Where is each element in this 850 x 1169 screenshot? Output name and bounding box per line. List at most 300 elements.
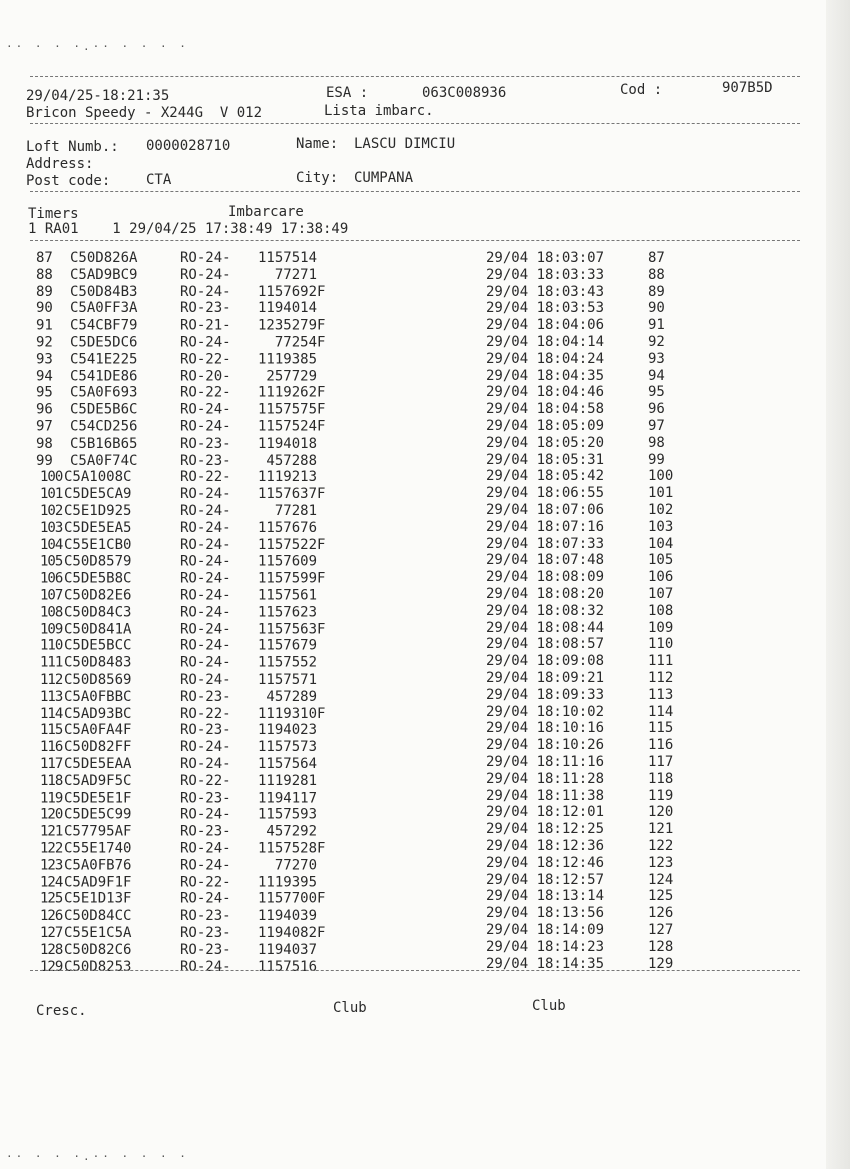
ring-code: C50D841A bbox=[64, 621, 132, 638]
row-index: 121 bbox=[40, 823, 63, 840]
row-index: 90 bbox=[36, 300, 53, 317]
basket-time: 29/04 18:14:09 bbox=[486, 922, 605, 938]
basket-time: 29/04 18:07:33 bbox=[486, 535, 605, 552]
country-code: RO-24- bbox=[180, 519, 231, 536]
ring-number: 257729 bbox=[258, 368, 318, 385]
row-index: 112 bbox=[40, 671, 63, 688]
ring-number: 1157563F bbox=[258, 621, 326, 638]
list-row bbox=[0, 854, 850, 874]
row-index: 96 bbox=[36, 401, 53, 418]
order-number: 91 bbox=[648, 317, 665, 334]
row-index: 93 bbox=[36, 351, 53, 368]
row-index: 108 bbox=[40, 604, 63, 621]
country-code: RO-23- bbox=[180, 688, 231, 705]
ring-number: 1194117 bbox=[258, 789, 318, 806]
ring-number: 77271 bbox=[258, 266, 318, 283]
country-code: RO-21- bbox=[180, 317, 231, 334]
row-index: 113 bbox=[40, 688, 63, 705]
order-number: 89 bbox=[648, 283, 665, 300]
row-index: 110 bbox=[40, 638, 63, 655]
order-number: 104 bbox=[648, 535, 674, 552]
country-code: RO-22- bbox=[180, 773, 231, 790]
country-code: RO-24- bbox=[180, 334, 231, 351]
list-row bbox=[0, 938, 850, 958]
row-index: 115 bbox=[40, 722, 63, 739]
basket-time: 29/04 18:08:32 bbox=[486, 602, 605, 619]
ring-code: C5DE5B6C bbox=[70, 401, 138, 418]
basket-time: 29/04 18:14:23 bbox=[486, 938, 605, 955]
row-index: 88 bbox=[36, 266, 53, 283]
list-row bbox=[0, 687, 850, 703]
basket-time: 29/04 18:04:35 bbox=[486, 367, 605, 384]
ring-code: C57795AF bbox=[64, 823, 132, 840]
basket-time: 29/04 18:08:57 bbox=[486, 636, 605, 653]
ring-number: 1119281 bbox=[258, 773, 318, 790]
ring-number: 1157599F bbox=[258, 570, 326, 587]
basket-time: 29/04 18:13:14 bbox=[486, 888, 605, 905]
country-code: RO-23- bbox=[180, 823, 231, 840]
row-index: 129 bbox=[40, 958, 63, 975]
country-code: RO-22- bbox=[180, 351, 231, 368]
basket-time: 29/04 18:04:14 bbox=[486, 334, 605, 350]
list-row bbox=[0, 704, 850, 720]
list-row bbox=[0, 384, 850, 400]
separator-3 bbox=[30, 191, 800, 192]
row-index: 102 bbox=[40, 503, 63, 520]
order-number: 100 bbox=[648, 468, 674, 485]
ring-number: 1157637F bbox=[258, 486, 326, 503]
scan-mark-bottom: ·· · · ·.·· · · · · bbox=[6, 1150, 189, 1163]
row-index: 109 bbox=[40, 621, 63, 638]
list-row bbox=[0, 267, 850, 283]
order-number: 115 bbox=[648, 720, 674, 737]
basket-time: 29/04 18:03:07 bbox=[486, 250, 605, 266]
order-number: 97 bbox=[648, 418, 665, 434]
basket-time: 29/04 18:13:56 bbox=[486, 905, 605, 922]
country-code: RO-24- bbox=[180, 840, 231, 857]
ring-code: C5E1D925 bbox=[64, 503, 132, 520]
basket-time: 29/04 18:12:46 bbox=[486, 854, 605, 871]
ring-code: C54CD256 bbox=[70, 418, 138, 435]
ring-number: 1194014 bbox=[258, 300, 318, 317]
ring-number: 1119385 bbox=[258, 351, 318, 368]
country-code: RO-24- bbox=[180, 250, 231, 266]
basket-time: 29/04 18:12:36 bbox=[486, 838, 605, 854]
basket-time: 29/04 18:09:21 bbox=[486, 670, 605, 686]
list-row bbox=[0, 720, 850, 739]
row-index: 95 bbox=[36, 384, 53, 401]
cod-value: 907B5D bbox=[722, 80, 773, 96]
basket-time: 29/04 18:09:08 bbox=[486, 653, 605, 670]
country-code: RO-20- bbox=[180, 368, 231, 385]
country-code: RO-24- bbox=[180, 587, 231, 604]
list-row bbox=[0, 317, 850, 333]
basket-time: 29/04 18:04:58 bbox=[486, 401, 605, 418]
timer-line: 1 RA01 1 29/04/25 17:38:49 17:38:49 bbox=[28, 221, 349, 237]
ring-code: C54CBF79 bbox=[70, 317, 138, 334]
esa-label: ESA : bbox=[326, 85, 369, 101]
basket-time: 29/04 18:10:02 bbox=[486, 703, 605, 720]
basket-time: 29/04 18:08:09 bbox=[486, 569, 605, 586]
ring-code: C50D8253 bbox=[64, 958, 132, 975]
order-number: 90 bbox=[648, 300, 665, 317]
country-code: RO-23- bbox=[180, 435, 231, 452]
basket-time: 29/04 18:06:55 bbox=[486, 485, 605, 502]
list-row bbox=[0, 284, 850, 300]
list-row bbox=[0, 754, 850, 773]
ring-code: C5DE5E1F bbox=[64, 789, 132, 806]
ring-code: C5DE5DC6 bbox=[70, 334, 138, 351]
list-row bbox=[0, 838, 850, 857]
order-number: 126 bbox=[648, 905, 674, 922]
ring-code: C50D8483 bbox=[64, 654, 132, 671]
ring-code: C5DE5B8C bbox=[64, 570, 132, 587]
ring-code: C5A0FF3A bbox=[70, 300, 138, 317]
row-index: 92 bbox=[36, 334, 53, 351]
separator-2 bbox=[30, 123, 800, 124]
basket-time: 29/04 18:11:16 bbox=[486, 754, 605, 770]
order-number: 116 bbox=[648, 737, 674, 754]
basket-time: 29/04 18:05:20 bbox=[486, 434, 605, 451]
basket-time: 29/04 18:10:16 bbox=[486, 720, 605, 737]
country-code: RO-24- bbox=[180, 503, 231, 520]
ring-code: C50D82FF bbox=[64, 739, 132, 756]
ring-number: 1157561 bbox=[258, 587, 318, 604]
order-number: 88 bbox=[648, 266, 665, 283]
list-row bbox=[0, 670, 850, 686]
row-index: 127 bbox=[40, 924, 63, 941]
row-index: 107 bbox=[40, 587, 63, 604]
ring-code: C50D8569 bbox=[64, 671, 132, 688]
order-number: 108 bbox=[648, 602, 674, 619]
ring-code: C50D84B3 bbox=[70, 283, 138, 300]
country-code: RO-24- bbox=[180, 486, 231, 503]
address-label: Address: bbox=[26, 156, 94, 172]
row-index: 118 bbox=[40, 773, 63, 790]
list-row bbox=[0, 821, 850, 840]
country-code: RO-23- bbox=[180, 722, 231, 739]
ring-number: 77281 bbox=[258, 503, 318, 520]
order-number: 117 bbox=[648, 754, 674, 770]
row-index: 117 bbox=[40, 756, 63, 773]
row-index: 116 bbox=[40, 739, 63, 756]
row-index: 120 bbox=[40, 806, 63, 823]
country-code: RO-24- bbox=[180, 621, 231, 638]
row-index: 124 bbox=[40, 874, 63, 891]
ring-code: C55E1740 bbox=[64, 840, 132, 857]
country-code: RO-24- bbox=[180, 553, 231, 570]
order-number: 124 bbox=[648, 871, 674, 888]
basket-time: 29/04 18:03:53 bbox=[486, 300, 605, 317]
list-title: Lista imbarc. bbox=[324, 103, 434, 119]
ring-code: C5DE5EA5 bbox=[64, 519, 132, 536]
device-name: Bricon Speedy - X244G V 012 bbox=[26, 105, 263, 121]
country-code: RO-24- bbox=[180, 401, 231, 418]
basket-time: 29/04 18:08:44 bbox=[486, 619, 605, 636]
order-number: 112 bbox=[648, 670, 674, 686]
list-row bbox=[0, 552, 850, 568]
ring-code: C5DE5EAA bbox=[64, 756, 132, 773]
loft-value: 0000028710 bbox=[146, 138, 231, 154]
ring-number: 1157593 bbox=[258, 806, 318, 823]
order-number: 103 bbox=[648, 518, 674, 535]
basket-time: 29/04 18:05:09 bbox=[486, 418, 605, 434]
row-index: 103 bbox=[40, 519, 63, 536]
postcode-value: CTA bbox=[146, 172, 172, 188]
ring-code: C5DE5CA9 bbox=[64, 486, 132, 503]
list-row bbox=[0, 468, 850, 484]
order-number: 98 bbox=[648, 434, 665, 451]
order-number: 94 bbox=[648, 367, 665, 384]
city-label: City: bbox=[296, 170, 339, 186]
country-code: RO-23- bbox=[180, 924, 231, 941]
order-number: 110 bbox=[648, 636, 674, 653]
report-datetime: 29/04/25-18:21:35 bbox=[26, 88, 170, 104]
list-row bbox=[0, 334, 850, 350]
ring-number: 1157573 bbox=[258, 739, 318, 756]
basket-time: 29/04 18:05:31 bbox=[486, 451, 605, 468]
ring-code: C5AD93BC bbox=[64, 705, 132, 722]
basket-time: 29/04 18:09:33 bbox=[486, 686, 605, 703]
row-index: 128 bbox=[40, 941, 63, 958]
row-index: 89 bbox=[36, 283, 53, 300]
order-number: 93 bbox=[648, 350, 665, 367]
list-row bbox=[0, 586, 850, 602]
ring-number: 1119213 bbox=[258, 469, 318, 486]
ring-number: 457288 bbox=[258, 452, 318, 469]
ring-number: 1119395 bbox=[258, 874, 318, 891]
country-code: RO-24- bbox=[180, 654, 231, 671]
order-number: 92 bbox=[648, 334, 665, 350]
ring-number: 1157623 bbox=[258, 604, 318, 621]
order-number: 125 bbox=[648, 888, 674, 905]
ring-number: 1157609 bbox=[258, 553, 318, 570]
basket-time: 29/04 18:11:28 bbox=[486, 770, 605, 787]
name-label: Name: bbox=[296, 136, 339, 152]
basket-time: 29/04 18:08:20 bbox=[486, 586, 605, 602]
name-value: LASCU DIMCIU bbox=[354, 136, 456, 152]
list-row bbox=[0, 368, 850, 384]
cresc-label: Cresc. bbox=[36, 1003, 87, 1019]
loft-label: Loft Numb.: bbox=[26, 139, 119, 155]
order-number: 118 bbox=[648, 770, 674, 787]
ring-number: 1157679 bbox=[258, 638, 318, 655]
list-row bbox=[0, 636, 850, 655]
country-code: RO-24- bbox=[180, 418, 231, 435]
country-code: RO-24- bbox=[180, 266, 231, 283]
ring-number: 1194082F bbox=[258, 924, 326, 941]
ring-number: 1157676 bbox=[258, 519, 318, 536]
ring-code: C5A0FB76 bbox=[64, 857, 132, 874]
separator-5 bbox=[30, 970, 800, 971]
country-code: RO-23- bbox=[180, 300, 231, 317]
order-number: 109 bbox=[648, 619, 674, 636]
row-index: 91 bbox=[36, 317, 53, 334]
list-row bbox=[0, 770, 850, 790]
row-index: 122 bbox=[40, 840, 63, 857]
ring-code: C50D82E6 bbox=[64, 587, 132, 604]
ring-code: C5A0F693 bbox=[70, 384, 138, 401]
row-index: 87 bbox=[36, 250, 53, 266]
list-row bbox=[0, 922, 850, 941]
country-code: RO-24- bbox=[180, 756, 231, 773]
list-row bbox=[0, 603, 850, 619]
list-row bbox=[0, 351, 850, 367]
basket-time: 29/04 18:04:24 bbox=[486, 350, 605, 367]
country-code: RO-24- bbox=[180, 857, 231, 874]
ring-code: C50D84C3 bbox=[64, 604, 132, 621]
ring-number: 1157522F bbox=[258, 536, 326, 553]
ring-code: C5AD9F5C bbox=[64, 773, 132, 790]
ring-code: C5DE5BCC bbox=[64, 638, 132, 655]
country-code: RO-22- bbox=[180, 705, 231, 722]
row-index: 126 bbox=[40, 907, 63, 924]
basket-time: 29/04 18:04:46 bbox=[486, 384, 605, 401]
ring-number: 1157564 bbox=[258, 756, 318, 773]
row-index: 104 bbox=[40, 536, 63, 553]
basket-time: 29/04 18:07:16 bbox=[486, 518, 605, 535]
row-index: 94 bbox=[36, 368, 53, 385]
ring-number: 77254F bbox=[258, 334, 326, 351]
row-index: 98 bbox=[36, 435, 53, 452]
basket-time: 29/04 18:03:43 bbox=[486, 283, 605, 300]
ring-number: 1194039 bbox=[258, 907, 318, 924]
basket-time: 29/04 18:14:35 bbox=[486, 955, 605, 972]
order-number: 120 bbox=[648, 804, 674, 821]
ring-code: C55E1CB0 bbox=[64, 536, 132, 553]
country-code: RO-24- bbox=[180, 806, 231, 823]
ring-number: 1235279F bbox=[258, 317, 326, 334]
country-code: RO-23- bbox=[180, 789, 231, 806]
order-number: 106 bbox=[648, 569, 674, 586]
list-row bbox=[0, 788, 850, 804]
country-code: RO-23- bbox=[180, 941, 231, 958]
ring-number: 457292 bbox=[258, 823, 318, 840]
row-index: 119 bbox=[40, 789, 63, 806]
ring-code: C5A0F74C bbox=[70, 452, 138, 469]
ring-code: C50D826A bbox=[70, 250, 138, 266]
ring-code: C50D82C6 bbox=[64, 941, 132, 958]
list-row bbox=[0, 485, 850, 501]
country-code: RO-24- bbox=[180, 891, 231, 908]
ring-number: 1157514 bbox=[258, 250, 318, 266]
row-index: 101 bbox=[40, 486, 63, 503]
row-index: 123 bbox=[40, 857, 63, 874]
ring-number: 1157575F bbox=[258, 401, 326, 418]
order-number: 127 bbox=[648, 922, 674, 938]
ring-number: 1157524F bbox=[258, 418, 326, 435]
ring-code: C5A0FBBC bbox=[64, 688, 132, 705]
order-number: 105 bbox=[648, 552, 674, 569]
list-row bbox=[0, 401, 850, 417]
ring-number: 1194023 bbox=[258, 722, 318, 739]
basket-time: 29/04 18:07:48 bbox=[486, 552, 605, 569]
country-code: RO-23- bbox=[180, 907, 231, 924]
ring-code: C50D84CC bbox=[64, 907, 132, 924]
postcode-label: Post code: bbox=[26, 173, 111, 189]
country-code: RO-24- bbox=[180, 958, 231, 975]
row-index: 111 bbox=[40, 654, 63, 671]
ring-number: 1157528F bbox=[258, 840, 326, 857]
ring-code: C5B16B65 bbox=[70, 435, 138, 452]
order-number: 107 bbox=[648, 586, 674, 602]
row-index: 106 bbox=[40, 570, 63, 587]
ring-number: 1157552 bbox=[258, 654, 318, 671]
ring-number: 1157516 bbox=[258, 958, 318, 975]
country-code: RO-24- bbox=[180, 604, 231, 621]
order-number: 111 bbox=[648, 653, 674, 670]
country-code: RO-24- bbox=[180, 638, 231, 655]
order-number: 102 bbox=[648, 502, 674, 518]
order-number: 95 bbox=[648, 384, 665, 401]
order-number: 129 bbox=[648, 955, 674, 972]
separator-4 bbox=[30, 240, 800, 241]
ring-code: C5A0FA4F bbox=[64, 722, 132, 739]
list-row bbox=[0, 435, 850, 451]
ring-number: 1119262F bbox=[258, 384, 326, 401]
ring-code: C5AD9F1F bbox=[64, 874, 132, 891]
row-index: 99 bbox=[36, 452, 53, 469]
order-number: 122 bbox=[648, 838, 674, 854]
basket-time: 29/04 18:12:01 bbox=[486, 804, 605, 821]
order-number: 128 bbox=[648, 938, 674, 955]
ring-code: C55E1C5A bbox=[64, 924, 132, 941]
ring-number: 1119310F bbox=[258, 705, 326, 722]
ring-number: 1157700F bbox=[258, 891, 326, 908]
ring-number: 1194018 bbox=[258, 435, 318, 452]
list-row bbox=[0, 653, 850, 669]
ring-code: C50D8579 bbox=[64, 553, 132, 570]
club-label-1: Club bbox=[333, 1000, 367, 1016]
list-row bbox=[0, 536, 850, 552]
basket-time: 29/04 18:11:38 bbox=[486, 787, 605, 804]
country-code: RO-22- bbox=[180, 469, 231, 486]
scan-mark-top: ·· · · ·.·· · · · · bbox=[6, 40, 189, 53]
order-number: 99 bbox=[648, 451, 665, 468]
order-number: 123 bbox=[648, 854, 674, 871]
order-number: 87 bbox=[648, 250, 665, 266]
row-index: 105 bbox=[40, 553, 63, 570]
ring-number: 1194037 bbox=[258, 941, 318, 958]
row-index: 114 bbox=[40, 705, 63, 722]
list-row bbox=[0, 519, 850, 535]
list-row bbox=[0, 452, 850, 468]
basket-time: 29/04 18:10:26 bbox=[486, 737, 605, 754]
list-row bbox=[0, 569, 850, 585]
country-code: RO-22- bbox=[180, 874, 231, 891]
ring-code: C5E1D13F bbox=[64, 891, 132, 908]
country-code: RO-24- bbox=[180, 536, 231, 553]
list-row bbox=[0, 804, 850, 823]
country-code: RO-22- bbox=[180, 384, 231, 401]
list-row bbox=[0, 250, 850, 266]
order-number: 119 bbox=[648, 787, 674, 804]
country-code: RO-24- bbox=[180, 671, 231, 688]
esa-value: 063C008936 bbox=[422, 85, 507, 101]
basket-time: 29/04 18:04:06 bbox=[486, 317, 605, 334]
ring-number: 457289 bbox=[258, 688, 318, 705]
ring-code: C541DE86 bbox=[70, 368, 138, 385]
club-label-2: Club bbox=[532, 998, 566, 1014]
cod-label: Cod : bbox=[620, 82, 663, 98]
row-index: 125 bbox=[40, 891, 63, 908]
ring-code: C5AD9BC9 bbox=[70, 266, 138, 283]
list-row bbox=[0, 737, 850, 756]
ring-number: 77270 bbox=[258, 857, 318, 874]
list-row bbox=[0, 300, 850, 316]
row-index: 100 bbox=[40, 469, 63, 486]
order-number: 121 bbox=[648, 821, 674, 838]
